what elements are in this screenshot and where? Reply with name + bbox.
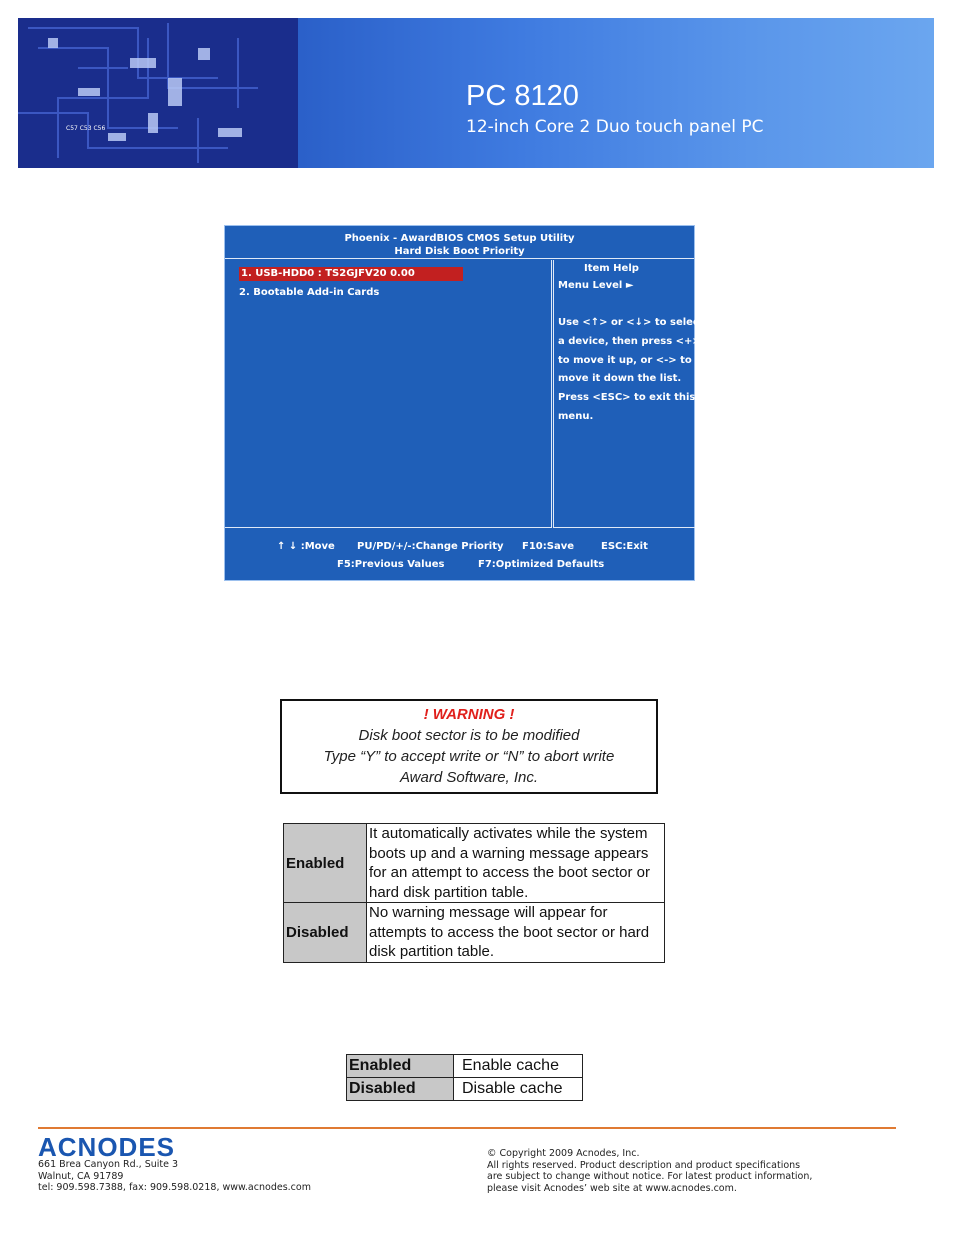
help-line: to move it up, or <-> to — [558, 355, 692, 366]
page-subtitle: 12-inch Core 2 Duo touch panel PC — [466, 117, 764, 137]
copyright-line: All rights reserved. Product description and product specifications — [487, 1159, 801, 1171]
address-line: 661 Brea Canyon Rd., Suite 3 — [38, 1159, 179, 1170]
bios-screen — [224, 225, 704, 581]
boot-device-label: 2. Bootable Add-in Cards — [239, 287, 380, 298]
warning-dialog — [280, 699, 658, 794]
page-title: PC 8120 — [466, 80, 579, 112]
help-line: move it down the list. — [558, 373, 682, 384]
help-line: a device, then press <+> — [558, 336, 701, 347]
address-line: tel: 909.598.7388, fax: 909.598.0218, www.acnodes.com — [38, 1182, 311, 1193]
acnodes-logo: ACNODES — [38, 1132, 176, 1162]
warning-line: Disk boot sector is to be modified — [358, 727, 580, 744]
svg-text:C57 C53 C56: C57 C53 C56 — [66, 125, 106, 132]
item-help-title: Item Help — [584, 263, 639, 274]
boot-device-item[interactable] — [239, 286, 379, 300]
address-line: Walnut, CA 91789 — [38, 1170, 124, 1182]
header-banner — [18, 18, 934, 168]
key-exit: ESC:Exit — [601, 541, 648, 552]
option-description: No warning message will appear for attempts to access the boot sector or hard disk partition table. — [367, 903, 665, 963]
help-line: Press <ESC> to exit this — [558, 392, 696, 403]
company-address — [38, 1159, 311, 1194]
item-help-panel — [553, 260, 704, 528]
option-key: Disabled — [284, 903, 367, 963]
help-line: Use <↑> or <↓> to select — [558, 317, 704, 328]
key-save: F10:Save — [522, 541, 574, 552]
copyright-line: are subject to change without notice. For latest product information, — [487, 1171, 813, 1182]
option-description: Disable cache — [454, 1078, 583, 1101]
boot-device-item[interactable] — [239, 267, 463, 281]
copyright-line: please visit Acnodes’ web site at www.acnodes.com. — [487, 1182, 737, 1194]
option-key: Enabled — [284, 824, 367, 903]
key-change-priority: PU/PD/+/-:Change Priority — [357, 541, 504, 552]
bios-header — [225, 226, 694, 259]
virus-warning-options-table — [283, 823, 665, 963]
key-optimized-defaults: F7:Optimized Defaults — [478, 559, 605, 570]
help-line: menu. — [558, 411, 594, 422]
footer-divider — [38, 1127, 896, 1129]
warning-line: Type “Y” to accept write or “N” to abort write — [323, 748, 615, 765]
bios-title: Phoenix - AwardBIOS CMOS Setup Utility — [344, 233, 575, 244]
warning-title: ! WARNING ! — [423, 706, 515, 723]
bios-key-legend — [225, 529, 694, 580]
option-description: Enable cache — [454, 1055, 583, 1078]
copyright-notice — [487, 1148, 812, 1194]
bios-subtitle: Hard Disk Boot Priority — [394, 246, 525, 257]
key-move: ↑ ↓ :Move — [277, 541, 335, 552]
key-previous-values: F5:Previous Values — [337, 559, 445, 570]
boot-device-list — [225, 260, 552, 528]
table-row — [347, 1078, 583, 1101]
option-description: It automatically activates while the system boots up and a warning message appears for an attempt to access the boot sector or hard disk partition table. — [367, 824, 665, 903]
option-key: Disabled — [347, 1078, 454, 1101]
table-row — [347, 1055, 583, 1078]
circuit-board-image — [18, 18, 298, 168]
copyright-line: © Copyright 2009 Acnodes, Inc. — [487, 1148, 640, 1159]
table-row — [284, 903, 665, 963]
cache-options-table — [346, 1054, 583, 1101]
menu-level: Menu Level ► — [558, 280, 634, 291]
table-row — [284, 824, 665, 903]
warning-line: Award Software, Inc. — [399, 769, 539, 786]
option-key: Enabled — [347, 1055, 454, 1078]
boot-device-label: 1. USB-HDD0 : TS2GJFV20 0.00 — [239, 267, 463, 281]
